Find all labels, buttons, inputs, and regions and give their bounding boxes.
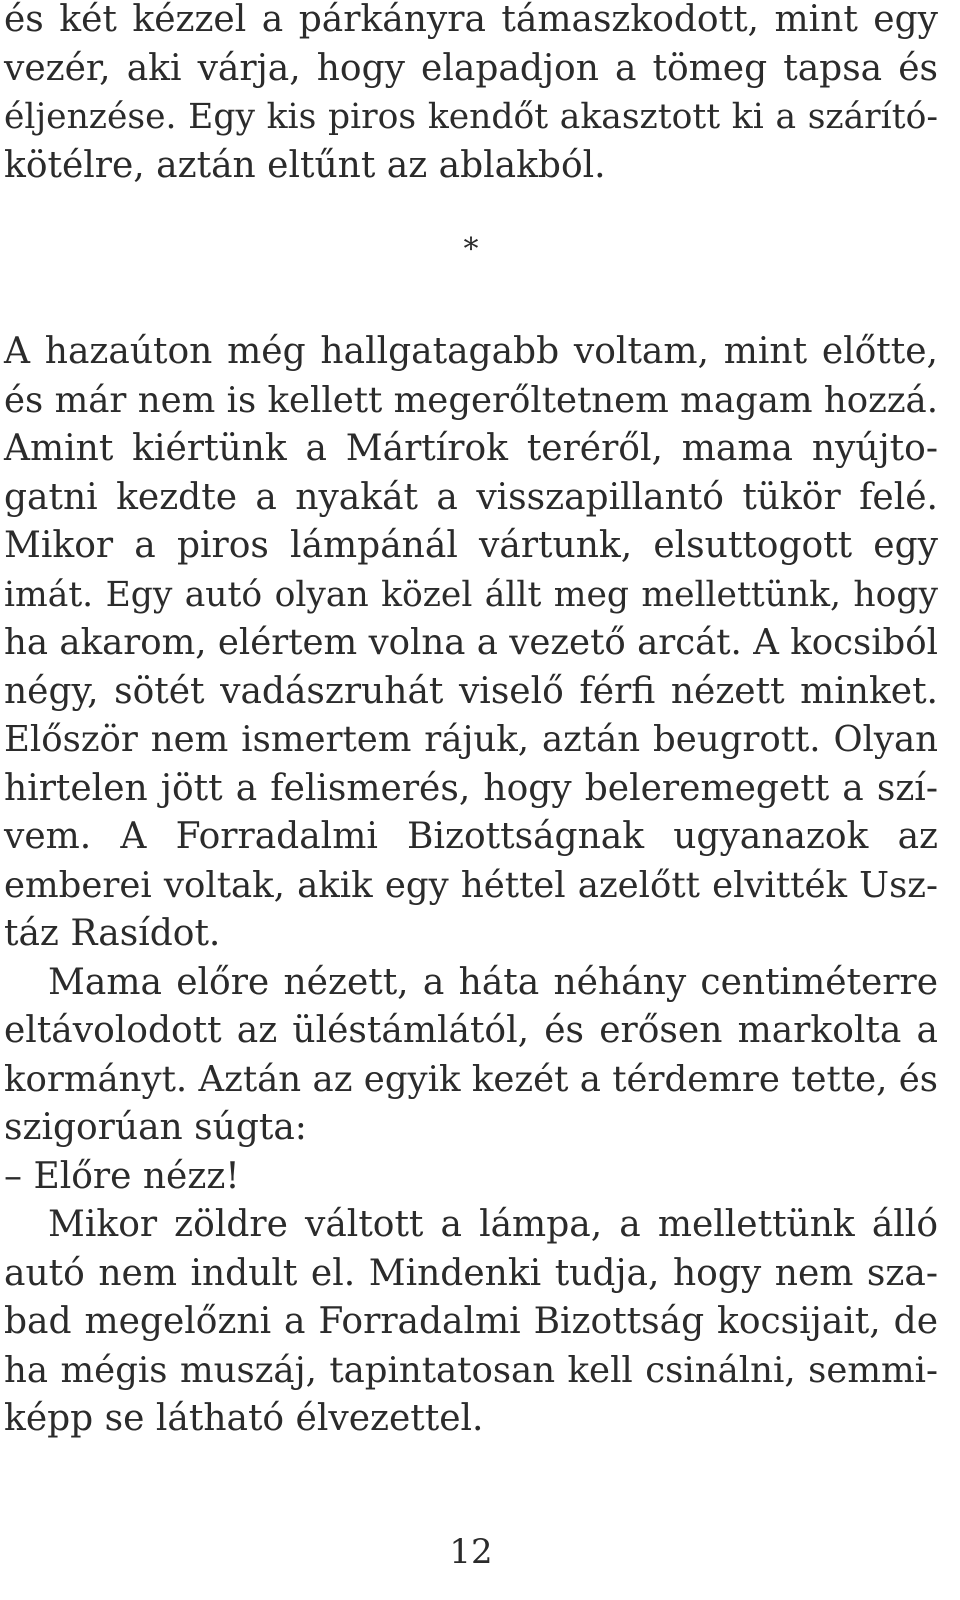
text-line: Amint kiértünk a Mártírok teréről, mama nyújto-	[4, 428, 938, 469]
paragraph-top	[4, 0, 938, 190]
main-text	[4, 328, 938, 1444]
text-line: vem. A Forradalmi Bizottságnak ugyanazok az	[4, 816, 938, 857]
text-line: Mama előre nézett, a háta néhány centiméterre	[48, 961, 938, 1003]
section-separator: *	[463, 232, 479, 267]
paragraph-3	[4, 1201, 938, 1444]
text-line: és két kézzel a párkányra támaszkodott, mint egy	[4, 0, 938, 40]
text-line: ha mégis muszáj, tapintatosan kell csinálni, semmi-	[4, 1349, 938, 1391]
paragraph-1	[4, 328, 938, 959]
text-line: bad megelőzni a Forradalmi Bizottság kocsijait, de	[4, 1301, 938, 1342]
text-line: kormányt. Aztán az egyik kezét a térdemre tette, és	[4, 1058, 938, 1100]
text-line: Mikor zöldre váltott a lámpa, a mellettünk álló	[48, 1204, 938, 1245]
text-line: négy, sötét vadászruhát viselő férfi nézett minket.	[4, 670, 938, 712]
text-line: képp se látható élvezettel.	[4, 1398, 484, 1439]
text-line: Mikor a piros lámpánál vártunk, elsuttogott egy	[4, 525, 938, 566]
text-line: hirtelen jött a felismerés, hogy beleremegett a szí-	[4, 767, 938, 809]
text-line: vezér, aki várja, hogy elapadjon a tömeg tapsa és	[4, 47, 938, 89]
text-line: Először nem ismertem rájuk, aztán beugrott. Olyan	[4, 719, 938, 760]
text-line: éljenzése. Egy kis piros kendőt akasztott ki a szárító-	[4, 97, 938, 137]
text-line: szigorúan súgta:	[4, 1107, 307, 1148]
text-line: ha akarom, elértem volna a vezető arcát. A kocsiból	[4, 622, 938, 663]
text-line: táz Rasídot.	[4, 913, 221, 954]
text-line: gatni kezdte a nyakát a visszapillantó tükör felé.	[4, 476, 938, 518]
text-line: emberei voltak, akik egy héttel azelőtt elvitték Usz-	[4, 864, 938, 906]
text-line: kötélre, aztán eltűnt az ablakból.	[4, 144, 606, 186]
dialogue-line	[4, 1153, 938, 1202]
text-line: imát. Egy autó olyan közel állt meg mellettünk, hogy	[4, 574, 938, 615]
book-page	[4, 0, 938, 1600]
text-line: – Előre nézz!	[4, 1155, 240, 1197]
text-line: A hazaúton még hallgatagabb voltam, mint előtte,	[4, 331, 938, 372]
text-line: eltávolodott az üléstámlától, és erősen markolta a	[4, 1010, 938, 1051]
page-number: 12	[449, 1532, 493, 1572]
text-line: és már nem is kellett megerőltetnem magam hozzá.	[4, 379, 938, 421]
text-line: autó nem indult el. Mindenki tudja, hogy nem sza-	[4, 1252, 938, 1294]
paragraph-2	[4, 959, 938, 1153]
